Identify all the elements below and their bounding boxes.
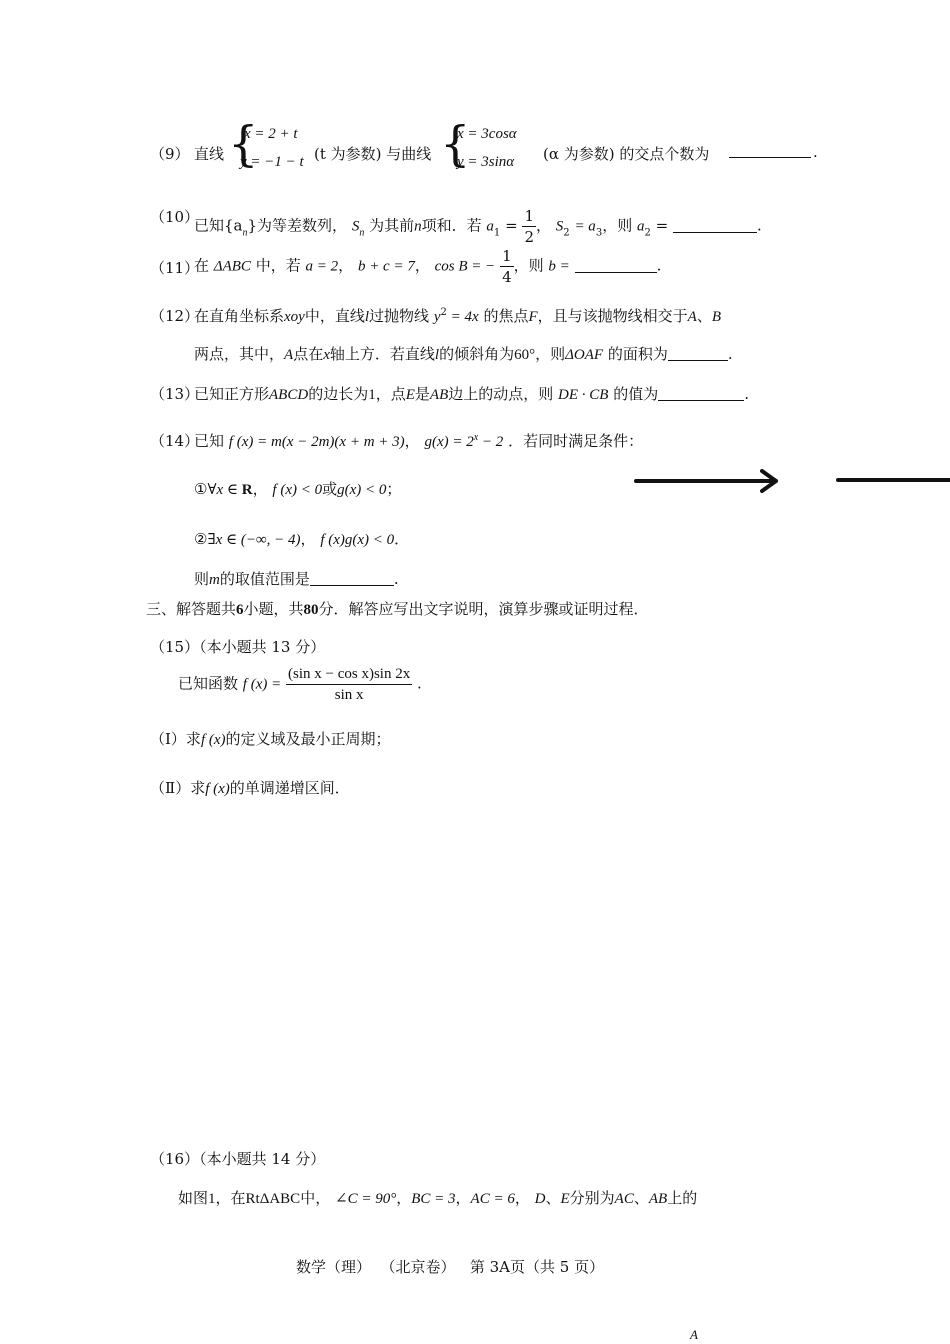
q11-text3: ，则 — [513, 256, 544, 275]
q12-l2c: 轴上方．若直线 — [329, 345, 435, 363]
q12-l: l — [364, 309, 370, 325]
q10-a3-sub: 3 — [595, 227, 603, 239]
q9-curve-eq-1: x = 3cosα — [457, 126, 517, 142]
q14-g-def: g(x) = 2 — [424, 434, 474, 450]
q15-fraction — [286, 664, 412, 705]
q9-text-line: 直线 — [194, 145, 225, 163]
q10-then: ，则 — [602, 216, 633, 235]
q15-p2-f: f (x) — [205, 781, 230, 797]
q14-g-rest: − 2 — [478, 434, 504, 450]
q16-t5: 上的 — [667, 1189, 698, 1207]
q16-t4: 分别为 — [569, 1189, 615, 1207]
q16-dun: 、 — [545, 1189, 561, 1207]
q10-a1: a — [486, 218, 494, 235]
q12-oaf: ΔOAF — [565, 347, 604, 363]
q11-a-value: a = 2 — [305, 258, 339, 275]
q9-line-eq-2: y = −1 − t — [240, 154, 304, 170]
q14-comma: ， — [404, 432, 420, 450]
q13-number: （13） — [150, 385, 200, 403]
q9-number: （9） — [150, 145, 190, 163]
s3-c: 分．解答应写出文字说明，演算步骤或证明过程． — [318, 600, 649, 618]
q12-l1c: 过抛物线 — [369, 307, 430, 325]
q14-m: m — [209, 572, 220, 588]
q16-c2: ， — [455, 1189, 471, 1207]
q12-line1 — [194, 305, 721, 326]
q11-frac-num: 1 — [502, 247, 512, 265]
q13-dot-product: DE · CB — [558, 387, 609, 403]
q12-xoy: xoy — [284, 309, 305, 325]
q16-line — [178, 1187, 697, 1208]
q12-deg: 60° — [514, 347, 536, 363]
q14-last-line — [194, 568, 399, 589]
q12-dun: 、 — [696, 307, 712, 325]
q15-fx: f (x) = — [242, 676, 282, 693]
q15-part-1 — [150, 728, 391, 749]
q10-frac-num: 1 — [524, 207, 534, 225]
q10-a2-sub: 2 — [644, 227, 651, 239]
q11-triangle: ΔABC — [213, 258, 251, 275]
q10-fraction — [522, 206, 536, 247]
s3-a: 三、解答题共 — [146, 600, 237, 618]
q14-c1-e: g(x) < 0 — [337, 482, 387, 498]
q12-A: A — [687, 309, 697, 325]
q12-period: . — [727, 345, 733, 363]
q11-number: （11） — [150, 259, 200, 277]
q10-S-sub: n — [359, 227, 365, 239]
q16-t2: ，在 — [215, 1189, 246, 1207]
s3-eighty: 80 — [303, 602, 319, 618]
q16-D: D — [534, 1191, 546, 1207]
q12-line2 — [194, 343, 733, 364]
q14-condition-1 — [194, 478, 401, 499]
q9-brace-1: { — [228, 116, 259, 172]
q11-fraction — [500, 246, 514, 287]
q14-c1-b: ， — [252, 480, 268, 498]
q12-l1e: ，且与该抛物线相交于 — [537, 307, 688, 325]
q15-p2-a: （Ⅱ）求 — [150, 779, 206, 797]
q11-frac-den: 4 — [502, 268, 512, 286]
q10-period: . — [757, 216, 762, 235]
q14-c2-a: ∃x ∈ (−∞, − 4) — [207, 532, 301, 548]
q10-sub-n: n — [242, 227, 248, 239]
q9-param-text: (t 为参数) 与曲线 — [314, 145, 432, 163]
q14-c2-c: f (x)g(x) < 0 — [320, 532, 395, 548]
q14-t1: 已知 — [194, 432, 225, 450]
q14-c1-a: ∀x ∈ — [207, 482, 242, 498]
q10-S: S — [351, 218, 360, 235]
q14-f-def: f (x) = m(x − 2m)(x + m + 3) — [228, 434, 405, 450]
q10-S2-sub: 2 — [563, 227, 570, 239]
q9-brace-2: { — [440, 116, 471, 172]
q16-c3: ， — [514, 1189, 530, 1207]
q13-t2: 的边长为 — [308, 385, 369, 403]
q10-answer-blank[interactable] — [673, 218, 757, 233]
q14-last-b: 的取值范围是 — [219, 570, 310, 588]
q14-c1-f: ； — [386, 480, 402, 498]
q11-period: . — [656, 256, 662, 275]
q12-l2d: 的倾斜角为 — [439, 345, 515, 363]
q11-cosB: cos B = − — [434, 258, 496, 275]
q13-abcd: ABCD — [269, 387, 309, 403]
q11-bc-sum: b + c = 7 — [357, 258, 415, 275]
q12-l1a: 在直角坐标系 — [194, 307, 285, 325]
q12-parab-exp: 2 — [440, 307, 447, 318]
q11-comma1: ， — [338, 256, 354, 275]
q14-answer-blank[interactable] — [310, 571, 394, 586]
q12-parab-rest: = 4x — [446, 309, 479, 325]
q12-l1d: 的焦点 — [483, 307, 529, 325]
q15-t1: 已知函数 — [178, 674, 239, 693]
q16-one: 1 — [208, 1191, 216, 1207]
q10-frac-den: 2 — [524, 228, 534, 246]
q16-t3: 中， — [300, 1189, 331, 1207]
q16-heading: （16）（本小题共 14 分） — [150, 1150, 326, 1168]
q10-a1-sub: 1 — [493, 227, 501, 239]
q10-eq3: = — [655, 216, 669, 235]
q16-dun2: 、 — [633, 1189, 649, 1207]
q16-AB: AB — [648, 1191, 668, 1207]
q12-l2e: ，则 — [535, 345, 566, 363]
q13-t5: 边上的动点，则 — [448, 385, 554, 403]
stray-letter: A — [690, 1327, 698, 1342]
q14-line — [194, 430, 643, 451]
q12-parab-y: y — [433, 309, 441, 325]
q14-period: . — [393, 570, 399, 588]
q9-tail: (α 为参数) 的交点个数为 — [543, 145, 710, 163]
q12-B: B — [711, 309, 721, 325]
q10-eq-a: = a — [574, 218, 596, 235]
q12-l2: l — [434, 347, 440, 363]
q10-number: （10） — [150, 208, 200, 226]
q10-n: n — [414, 218, 422, 235]
q15-part-2 — [150, 777, 350, 798]
q9-answer-blank[interactable] — [729, 143, 811, 158]
q16-angle: ∠C = 90° — [335, 1191, 397, 1207]
q12-answer-blank[interactable] — [668, 346, 728, 361]
q14-condition-2 — [194, 528, 409, 549]
q12-F: F — [528, 309, 538, 325]
q16-E: E — [560, 1191, 570, 1207]
q14-last-a: 则 — [194, 570, 210, 588]
q15-frac-den: sin x — [334, 687, 364, 703]
q16-rt: RtΔABC — [245, 1191, 301, 1207]
q11-text2: 中，若 — [255, 256, 301, 275]
q13-answer-blank[interactable] — [658, 386, 744, 401]
q15-frac-num: (sin x − cos x)sin 2x — [286, 664, 412, 685]
q14-c1-R: R — [241, 482, 253, 498]
q10-eq: = — [505, 216, 518, 235]
q9-line-eq-1: x = 2 + t — [244, 126, 298, 142]
q10-text3: 为其前 — [369, 216, 415, 235]
q14-number: （14） — [150, 432, 200, 450]
q12-l1b: 中，直线 — [304, 307, 365, 325]
q15-p1-a: （Ⅰ）求 — [150, 730, 201, 748]
q12-l2a: 两点，其中， — [194, 345, 285, 363]
s3-b: 小题，共 — [243, 600, 304, 618]
q11-b: b = — [548, 258, 570, 275]
q14-c1-d: 或 — [322, 480, 338, 498]
q15-heading: （15）（本小题共 13 分） — [150, 638, 326, 656]
q10-a2: a — [636, 218, 645, 235]
q9-curve-eq-2: y = 3sinα — [457, 154, 515, 170]
q12-l2b: 点在 — [293, 345, 324, 363]
q12-number: （12） — [150, 307, 200, 325]
q15-function-line — [178, 664, 422, 705]
q15-p1-f: f (x) — [200, 732, 226, 748]
q10-line — [194, 206, 762, 247]
q12-l2f: 的面积为 — [607, 345, 668, 363]
q16-ac: AC = 6 — [470, 1191, 515, 1207]
q10-S2: S — [555, 218, 564, 235]
q11-text1: 在 — [194, 256, 210, 275]
q10-comma: ， — [535, 216, 551, 235]
q12-A2: A — [284, 347, 294, 363]
q11-comma2: ， — [414, 256, 430, 275]
q14-c2-mark: ② — [194, 530, 208, 548]
q9-period: . — [813, 143, 818, 161]
q14-c1-c: f (x) < 0 — [272, 482, 323, 498]
q13-t4: 是 — [414, 385, 430, 403]
q15-p2-b: 的单调递增区间． — [229, 779, 350, 797]
q13-t1: 已知正方形 — [194, 385, 270, 403]
q16-AC: AC — [614, 1191, 634, 1207]
q14-c2-d: ． — [394, 530, 410, 548]
q11-line — [194, 246, 661, 287]
q13-t3: ，点 — [375, 385, 406, 403]
section-3-heading — [146, 598, 649, 619]
q16-bc: BC = 3 — [411, 1191, 456, 1207]
q13-period: . — [744, 385, 750, 403]
q11-answer-blank[interactable] — [575, 258, 657, 273]
q10-seq-open: 已知{a — [194, 216, 243, 235]
q14-c2-b: ， — [300, 530, 316, 548]
q13-AB: AB — [429, 387, 449, 403]
s3-six: 6 — [236, 602, 244, 618]
q10-text4: 项和．若 — [421, 216, 482, 235]
q14-g-exp: x — [473, 432, 479, 443]
q13-t6: 的值为 — [613, 385, 659, 403]
q15-period: . — [417, 674, 422, 693]
q16-t1: 如图 — [178, 1189, 209, 1207]
q16-c1: ， — [396, 1189, 412, 1207]
q13-line — [194, 383, 749, 404]
q13-one: 1 — [368, 387, 376, 403]
page-footer: 数学（理） （北京卷） 第 3A页（共 5 页） — [296, 1258, 605, 1276]
q10-seq-close: }为等差数列， — [247, 216, 348, 235]
q14-t2: ．若同时满足条件： — [508, 432, 644, 450]
q14-c1-mark: ① — [194, 480, 208, 498]
q15-p1-b: 的定义域及最小正周期； — [225, 730, 391, 748]
annotation-strokes — [630, 466, 950, 496]
q13-E: E — [405, 387, 415, 403]
q12-x: x — [323, 347, 330, 363]
